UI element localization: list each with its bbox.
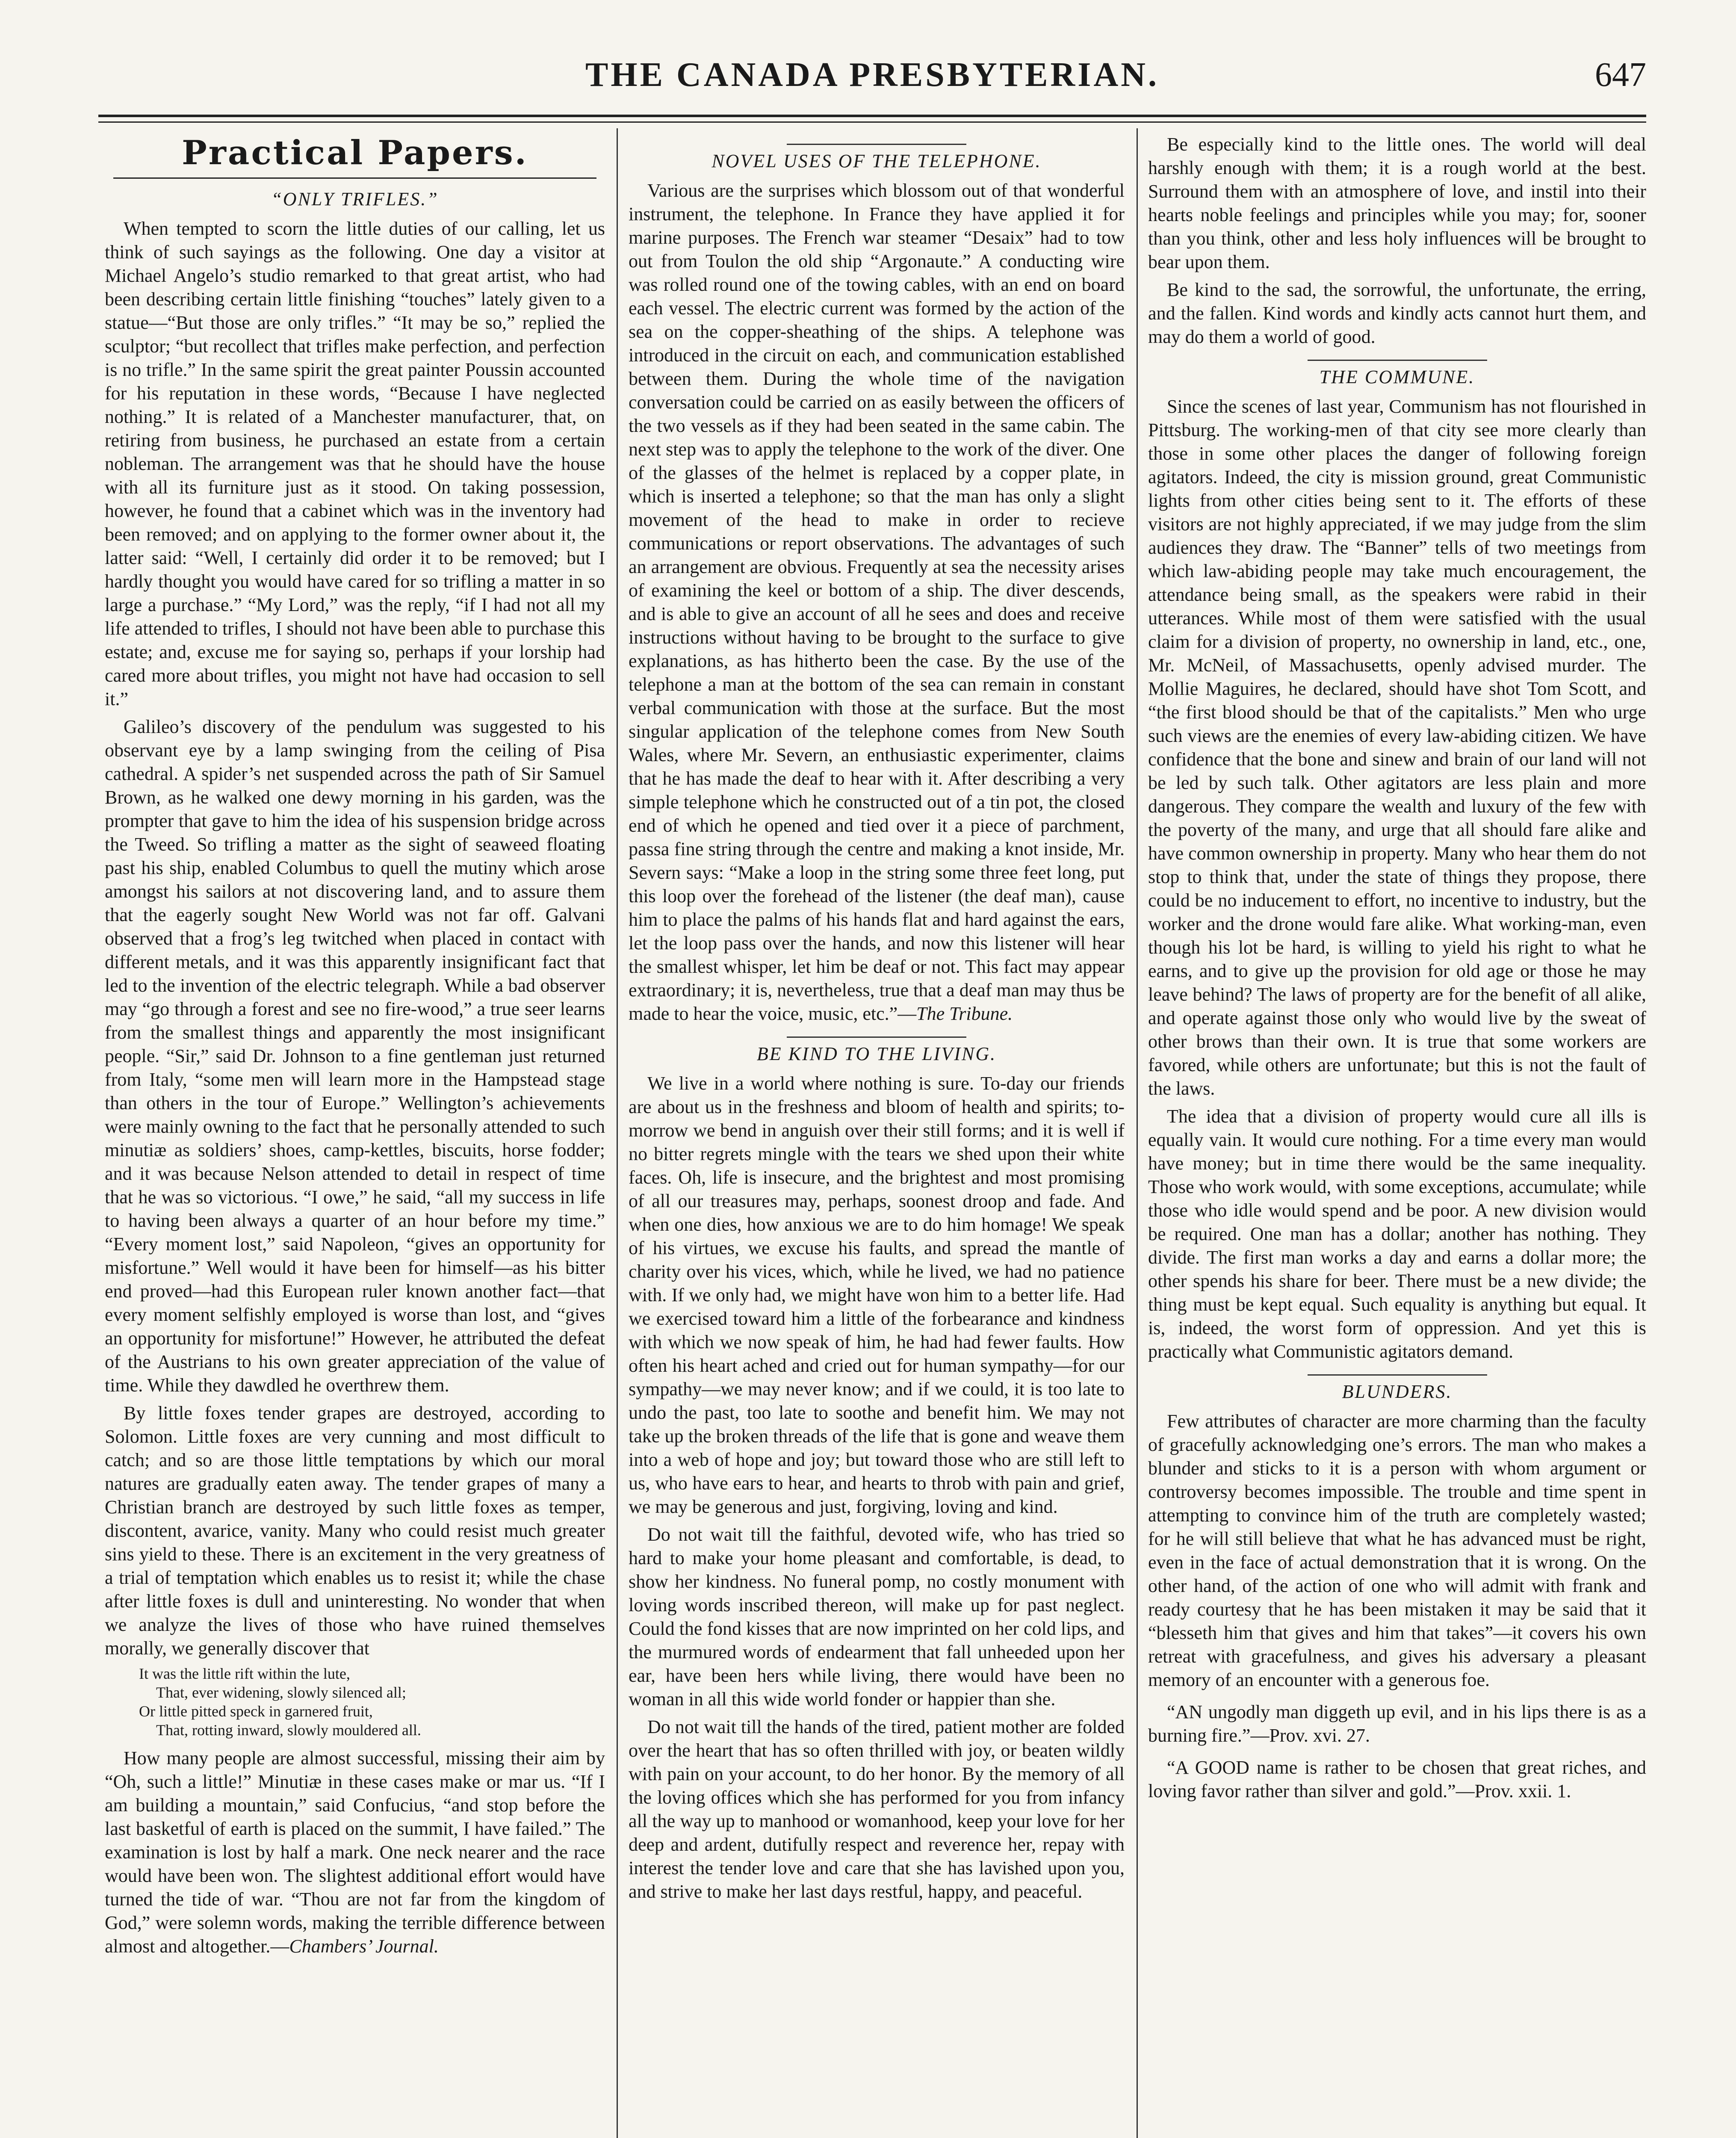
- article-paragraph: When tempted to scorn the little duties of our calling, let us think of such sayings as the following. One day a visitor at Michael Angelo’s studio remarked to that great artist, who had been describing certain little finishing “touches” lately given to a statue—“But those are only trifles.” “It may be so,” replied the sculptor; “but recollect that trifles make perfection, and perfection is no trifle.” In the same spirit the great painter Poussin accounted for his reputation in these words, “Because I have neglected nothing.” It is related of a Manchester manufacturer, that, on retiring from business, he purchased an estate from a certain nobleman. The arrangement was that he should have the house with all its furniture just as it stood. On taking possession, however, he found that a cabinet which was in the inventory had been removed; and on applying to the former owner about it, the latter said: “Well, I certainly did order it to be removed; but I hardly thought you would have cared for so trifling a matter in so large a purchase.” “My Lord,” was the reply, “if I had not all my life attended to trifles, I should not have been able to purchase this estate; and, excuse me for saying so, perhaps if your lorship had cared more about trifles, you might not have had occasion to sell it.”: [105, 218, 605, 709]
- article-source: The Tribune.: [916, 1003, 1013, 1024]
- column-divider: [617, 128, 618, 2138]
- article-title: “ONLY TRIFLES.”: [271, 189, 439, 210]
- article-paragraph: Few attributes of character are more charming than the faculty of gracefully acknowledging one’s errors. The man who makes a blunder and sticks to it is a person with whom argument or controversy becomes impossible. The trouble and time spent in attempting to convince him of the truth are completely wasted; for he will still believe that what he has advanced must be right, even in the face of actual demonstration that it is wrong. On the other hand, of the action of one who will admit with frank and ready courtesy that he has been mistaken it may be said that it “blesseth him that gives and him that takes”—it covers his own retreat with gracefulness, and gives his adversary a pleasant memory of an encounter with a generous foe.: [1148, 1411, 1646, 1690]
- verse-line: That, ever widening, slowly silenced all;: [156, 1684, 406, 1701]
- paragraph-text: Various are the surprises which blossom out of that wonderful instrument, the telephone. In France they have applied it for marine purposes. The French war steamer “Desaix” had to tow out from Toulon the old ship “Argonaute.” A conducting wire was rolled round one of the towing cables, with an end on board each vessel. The electric current was formed by the action of the sea on the copper-sheathing of the ships. A telephone was introduced in the circuit on each, and communication established between them. During the whole time of the navigation conversation could be carried on as easily between the officers of the two vessels as if they had been seated in the same cabin. The next step was to apply the telephone to the work of the diver. One of the glasses of the helmet is replaced by a copper plate, in which is inserted a telephone; so that the man has only a slight movement of the head to make in order to recieve communications or report observations. The advantages of such an arrangement are obvious. Frequently at sea the necessity arises of examining the keel or bottom of a ship. The diver descends, and is able to give an account of all he sees and does and receive instructions without having to be brought to the surface to give explanations, as has hitherto been the case. By the use of the telephone a man at the bottom of the sea can remain in constant verbal communication with those at the surface. But the most singular application of the telephone comes from New South Wales, where Mr. Severn, an enthusiastic experimenter, claims that he has made the deaf to hear with it. After describing a very simple telephone which he constructed out of a tin pot, the closed end of which he opened and tied over it a piece of parchment, passa fine string through the centre and making a knot inside, Mr. Severn says: “Make a loop in the string some three feet long, put this loop over the forehead of the listener (the deaf man), cause him to place the palms of his hands flat and hard against the ears, let the loop pass over the hands, and now this listener will hear the smallest whisper, let him be deaf or not. This fact may appear extraordinary; it is, nevertheless, true that a deaf man may thus be made to hear the voice, music, etc.”—: [629, 180, 1125, 1024]
- page-header: [98, 47, 1646, 111]
- column-2: [629, 133, 1125, 2138]
- header-rule: [98, 115, 1646, 117]
- article-paragraph: Galileo’s discovery of the pendulum was suggested to his observant eye by a lamp swinging from the ceiling of Pisa cathedral. A spider’s net suspended across the path of Sir Samuel Brown, as he walked one dewy morning in his garden, was the prompter that gave to him the idea of his suspension bridge across the Tweed. So trifling a matter as the sight of seaweed floating past his ship, enabled Columbus to quell the mutiny which arose amongst his sailors at not discovering land, and to assure them that the eagerly sought New World was not far off. Galvani observed that a frog’s leg twitched when placed in contact with different metals, and it was this apparently insignificant fact that led to the invention of the electric telegraph. While a bad observer may “go through a forest and see no fire-wood,” a true seer learns from the smallest things and apparently the most insignificant people. “Sir,” said Dr. Johnson to a fine gentleman just returned from Italy, “some men will learn more in the Hampstead stage than others in the tour of Europe.” Wellington’s achievements were mainly owning to the fact that he personally attended to such minutiæ as soldiers’ shoes, camp-kettles, biscuits, horse fodder; and it was because Nelson attended to detail in respect of time that he was so victorious. “I owe,” he said, “all my success in life to having been always a quarter of an hour before my time.” “Every moment lost,” said Napoleon, “gives an opportunity for misfortune.” Well would it have been for himself—as his bitter end proved—had this European ruler known another fact—that every moment selfishly employed is worse than lost, and “gives an opportunity for misfortune!” However, he attributed the defeat of the Austrians to his own greater appreciation of the value of time. While they dawdled he overthrew them.: [105, 716, 605, 1396]
- page-title: THE CANADA PRESBYTERIAN.: [585, 56, 1159, 94]
- article-paragraph: The idea that a division of property would cure all ills is equally vain. It would cure nothing. For a time every man would have money; but in time there would be the same inequality. Those who work would, with some exceptions, accumulate; while those who idle would spend and be poor. A new division would be required. One man has a dollar; another has nothing. They divide. The first man works a day and earns a dollar more; the other spends his share for beer. There must be a new divide; the thing must be kept equal. Such equality is anything but equal. It is, indeed, the worst form of oppression. And yet this is practically what Communistic agitators demand.: [1148, 1106, 1646, 1362]
- article-title: THE COMMUNE.: [1319, 366, 1475, 387]
- column-divider: [1137, 128, 1138, 2138]
- column-3: [1148, 133, 1646, 2138]
- section-rule: [787, 1037, 966, 1038]
- article-paragraph: We live in a world where nothing is sure. To-day our friends are about us in the freshness and bloom of health and spirits; to-morrow we bend in anguish over their still forms; and it is well if no bitter regrets mingle with the tears we shed upon their white faces. Oh, life is insecure, and the brightest and most promising of all our treasures may, perhaps, soonest droop and fade. And when one dies, how anxious we are to do him homage! We speak of his virtues, we excuse his faults, and spread the mantle of charity over his vices, which, while he lived, we had no patience with. If we only had, we might have won him to a better life. Had we exercised toward him a little of the forbearance and kindness with which we now speak of him, he had had fewer faults. How often his heart ached and cried out for human sympathy—for our sympathy—we may never know; and if we could, it is too late to undo the past, too late to soothe and benefit him. We may not take up the broken threads of the life that is gone and weave them into a web of hope and joy; but toward those who are still left to us, who have ears to hear, and hearts to throb with pain and grief, we may be generous and just, forgiving, loving and kind.: [629, 1073, 1125, 1517]
- verse-line: It was the little rift within the lute,: [139, 1665, 350, 1682]
- scripture-quote: “AN ungodly man diggeth up evil, and in his lips there is as a burning fire.”—Prov. xvi. 27.: [1148, 1701, 1646, 1746]
- section-rule: [1308, 360, 1487, 361]
- page-number: 647: [1595, 56, 1646, 94]
- article-paragraph: Be especially kind to the little ones. The world will deal harshly enough with them; it is a rough world at the best. Surround them with an atmosphere of love, and instil into their hearts noble feelings and principles while you may; for, sooner than you think, other and less holy influences will be brought to bear upon them.: [1148, 134, 1646, 272]
- article-title: BE KIND TO THE LIVING.: [756, 1043, 997, 1064]
- scripture-quote: “A GOOD name is rather to be chosen that great riches, and loving favor rather than silver and gold.”—Prov. xxii. 1.: [1148, 1757, 1646, 1801]
- department-rule: [113, 177, 596, 179]
- article-paragraph: Do not wait till the hands of the tired, patient mother are folded over the heart that has so often thrilled with joy, or beaten wildly with pain on your account, to do her honor. By the memory of all the loving offices which she has performed for you from infancy all the way up to manhood or womanhood, keep your love for her deep and ardent, dutifully respect and reverence her, repay with interest the tender love and care that she has lavished upon you, and strive to make her last days restful, happy, and peaceful.: [629, 1716, 1125, 1902]
- article-paragraph: By little foxes tender grapes are destroyed, according to Solomon. Little foxes are very cunning and most difficult to catch; and so are those little temptations by which our moral natures are gradually eaten away. The tender grapes of many a Christian branch are destroyed by such little foxes as temper, discontent, avarice, vanity. Many who could resist much greater sins yield to these. There is an excitement in the very greatness of a trial of temptation which enables us to resist it; while the chase after little foxes is dull and uninteresting. No wonder that when we analyze the lives of those who have ruined themselves morally, we generally discover that: [105, 1403, 605, 1659]
- article-paragraph: Be kind to the sad, the sorrowful, the unfortunate, the erring, and the fallen. Kind words and kindly acts cannot hurt them, and may do them a world of good.: [1148, 279, 1646, 347]
- article-paragraph: Since the scenes of last year, Communism has not flourished in Pittsburg. The working-men of that city see more clearly than those in some other places the danger of following foreign agitators. Indeed, the city is mission ground, great Communistic lights from other cities being sent to it. The efforts of these visitors are not highly appreciated, if we may judge from the slim audiences they draw. The “Banner” tells of two meetings from which law-abiding people may take much encouragement, the attendance being small, as the speakers were rabid in their utterances. While most of them were satisfied with the usual claim for a division of property, no ownership in land, etc., one, Mr. McNeil, of Massachusetts, openly advised murder. The Mollie Maguires, he declared, should have shot Tom Scott, and “the first blood should be that of the capitalists.” Men who urge such views are the enemies of every law-abiding citizen. We have confidence that the bone and sinew and brain of our land will not be led by such talk. Other agitators are less plain and more dangerous. They compare the wealth and luxury of the few with the poverty of the many, and urge that all should fare alike and have common ownership in property. Many who hear them do not stop to think that, under the state of things they propose, there could be no inducement to effort, no incentive to industry, but the worker and the drone would fare alike. What working-man, even though his lot be hard, is willing to yield his right to what he earns, and to give up the provision for old age or those he may leave behind? The laws of property are for the benefit of all alike, and operate against those only who would live by the sweat of other brows than their own. It is true that some workers are favored, while others are unfortunate; but this is not the fault of the laws.: [1148, 396, 1646, 1099]
- section-rule: [1308, 1374, 1487, 1376]
- verse-line: That, rotting inward, slowly mouldered all.: [156, 1722, 421, 1739]
- column-1: [105, 133, 605, 2138]
- verse: [139, 1664, 605, 1739]
- department-heading: Practical Papers.: [182, 133, 528, 172]
- article-paragraph: Do not wait till the faithful, devoted wife, who has tried so hard to make your home pleasant and comfortable, is dead, to show her kindness. No funeral pomp, no costly monument with loving words inscribed thereon, will make up for past neglect. Could the fond kisses that are now imprinted on her cold lips, and the murmured words of endearment that fall unheeded upon her ear, have been hers while living, there would have been no woman in all this wide world fonder or happier than she.: [629, 1524, 1125, 1710]
- verse-line: Or little pitted speck in garnered fruit,: [139, 1703, 373, 1720]
- article-title: NOVEL USES OF THE TELEPHONE.: [712, 151, 1042, 171]
- paragraph-text: How many people are almost successful, missing their aim by “Oh, such a little!” Minutiæ in these cases make or mar us. “If I am building a mountain,” said Confucius, “and stop before the last basketful of earth is placed on the summit, I have failed.” The examination is lost by half a mark. One neck nearer and the race would have been won. The slightest additional effort would have turned the tide of war. “Thou are not far from the kingdom of God,” were solemn words, making the terrible difference between almost and altogether.—: [105, 1748, 605, 1957]
- section-rule: [787, 144, 966, 145]
- header-rule-thin: [98, 121, 1646, 123]
- article-source: Chambers’ Journal.: [289, 1936, 439, 1957]
- article-paragraph: [629, 179, 1125, 1025]
- article-paragraph: [105, 1746, 605, 1958]
- article-title: BLUNDERS.: [1342, 1381, 1453, 1402]
